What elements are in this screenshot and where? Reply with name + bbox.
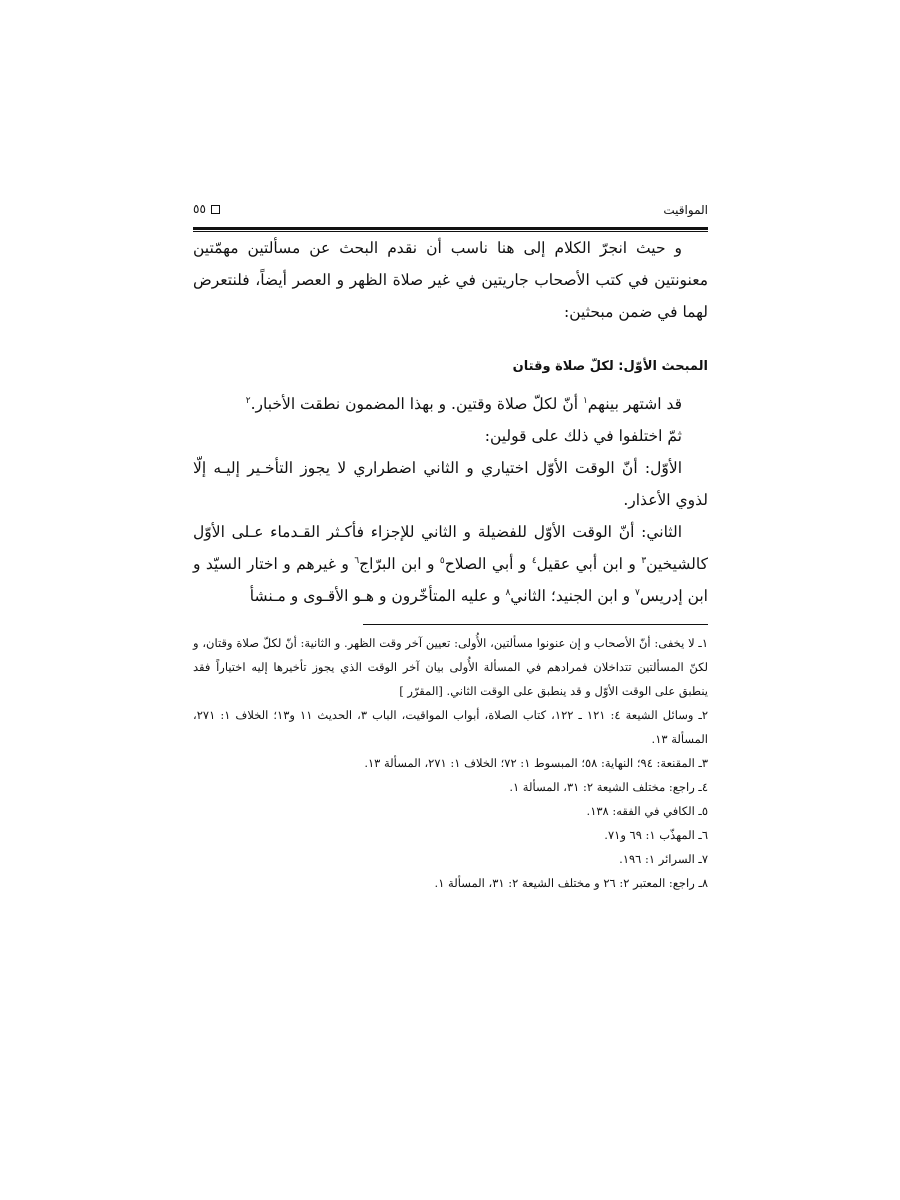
page-number-block <box>193 202 220 216</box>
paragraph-4 <box>193 516 708 612</box>
page-number: ٥٥ <box>193 202 206 216</box>
intro-paragraph <box>193 232 708 328</box>
footnote-2-text: ٢ـ وسائل الشيعة ٤: ١٢١ ـ ١٢٢، كتاب الصلاة، أبواب المواقيت، الباب ٣، الحديث ١١ و١٣؛ الخلاف ١: <box>220 708 709 722</box>
footnote-separator <box>363 624 708 625</box>
footnote-6: ٦ـ المهذّب ١: ٦٩ و٧١. <box>604 828 708 842</box>
running-title: المواقيت <box>663 203 708 217</box>
footnotes <box>193 631 708 895</box>
footnote-2-cont: ٢٧١، المسألة ١٣. <box>193 708 708 746</box>
book-page <box>193 200 708 895</box>
footnote-ref-4[interactable]: ٤ <box>531 555 537 566</box>
paragraph-3: الأوّل: أنّ الوقت الأوّل اختياري و الثاني اضطراري لا يجوز التأخـير إليـه إلّا لذوي الأعذار. <box>193 459 708 509</box>
p1-text-a: قد اشتهر بينهم <box>587 395 682 413</box>
p1-text-b: أنّ لكلّ صلاة وقتين. و بهذا المضمون نطقت الأخبار. <box>250 395 583 413</box>
footnote-8: ٨ـ راجع: المعتبر ٢: ٢٦ و مختلف الشيعة ٢: ٣١، المسألة ١. <box>434 876 708 890</box>
footnote-1 <box>193 631 708 703</box>
footnote-1-cont: وقتان، و لكنّ المسألتين تتداخلان فمرادهم في المسألة الأُولى بيان آخر الوقت الذي يجوز تأخيرها إليه اختياراً فقد ينطبق على الوقت الأوّل و قد ينطبق على الوقت الثاني. [المقرّر ] <box>193 636 708 698</box>
intro-line-3: ضمن مبحثين: <box>564 303 653 321</box>
footnote-3: ٣ـ المقنعة: ٩٤؛ النهاية: ٥٨؛ المبسوط ١: ٧٢؛ الخلاف ١: ٢٧١، المسألة ١٣. <box>364 756 708 770</box>
footnote-ref-6[interactable]: ٦ <box>354 555 360 566</box>
footnote-separator-wrap <box>193 612 708 625</box>
p4-text-g: و عليه المتأخّرون و هـو الأقـوى و مـنشأ <box>249 587 506 605</box>
footnote-5: ٥ـ الكافي في الفقه: ١٣٨. <box>586 804 708 818</box>
footnote-ref-7[interactable]: ٧ <box>635 587 640 598</box>
footnote-ref-3[interactable]: ٣ <box>641 555 647 566</box>
footnote-ref-8[interactable]: ٨ <box>505 587 511 598</box>
footnote-7: ٧ـ السرائر ١: ١٩٦. <box>619 852 708 866</box>
p4-text-d: و ابن البرّاج <box>359 555 440 573</box>
p4-text-c: و أبي الصلاح <box>444 555 532 573</box>
footnote-ref-5[interactable]: ٥ <box>439 555 445 566</box>
paragraph-2: ثمّ اختلفوا في ذلك على قولين: <box>484 427 682 445</box>
footnote-1-text: ١ـ لا يخفى: أنّ الأصحاب و إن عنونوا مسألتين، الأُولى: تعيين آخر وقت الظهر. و الثانية: أنّ لكلّ صلاة <box>236 636 708 650</box>
p4-text-b: و ابن أبي عقيل <box>536 555 642 573</box>
section-heading: المبحث الأوّل: لكلّ صلاة وقتان <box>512 359 708 374</box>
intro-line-2: في كتب الأصحاب جاريتين في غير صلاة الظهر و العصر أيضاً، فلنتعرض لهما في <box>193 271 708 321</box>
footnote-ref-1[interactable]: ١ <box>582 395 588 406</box>
square-box-icon <box>211 205 220 214</box>
p4-text-a: الثاني: أنّ الوقت الأوّل للفضيلة و الثاني للإجزاء فأكـثر القـدماء عـلى الأوّل كالشيخين <box>193 523 708 573</box>
p4-text-f: و ابن الجنيد؛ الثاني <box>510 587 636 605</box>
footnote-ref-2[interactable]: ٢ <box>245 395 251 406</box>
p4-text-e: و غيرهم و اختار السيّد و ابن إدريس <box>193 555 708 605</box>
page-header <box>193 200 708 224</box>
footnote-4: ٤ـ راجع: مختلف الشيعة ٢: ٣١، المسألة ١. <box>509 780 708 794</box>
paragraph-1 <box>193 388 708 420</box>
footnote-2 <box>193 703 708 751</box>
intro-line-1: و حيث انجرّ الكلام إلى هنا ناسب أن نقدم البحث عن مسألتين مهمّتين معنونتين <box>193 239 708 289</box>
main-text <box>193 232 708 612</box>
